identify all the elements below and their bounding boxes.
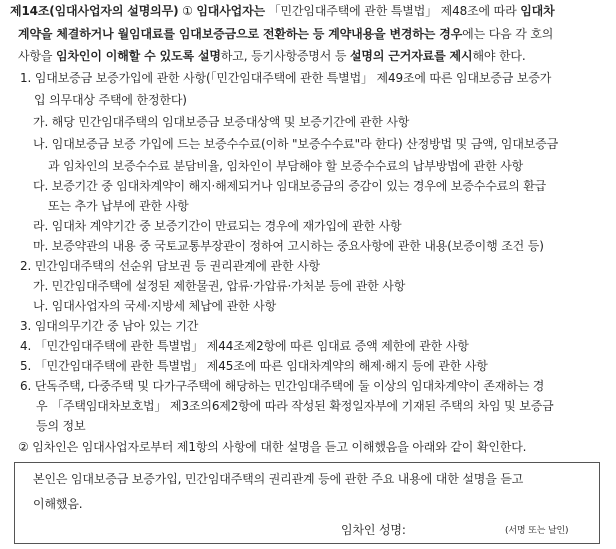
item-6-line-2: 우 「주택임대차보호법」 제3조의6제2항에 따라 작성된 확정일자부에 기재된 주택의 차임 및 보증금	[36, 399, 554, 413]
body-text: 하고, 등기사항증명서 등	[220, 49, 350, 63]
paragraph-1-line-2	[18, 25, 553, 43]
item-6-line-3: 등의 정보	[36, 419, 86, 433]
emphasis-text: 임차인이 이해할 수 있도록 설명	[56, 49, 221, 63]
item-1-ra: 라. 임대차 계약기간 중 보증기간이 만료되는 경우에 재가입에 관한 사항	[33, 219, 402, 233]
paragraph-1-line-1	[10, 2, 555, 20]
item-2-ga: 가. 민간임대주택에 설정된 제한물권, 압류·가압류·가처분 등에 관한 사항	[33, 279, 406, 293]
emphasis-text: 임대사업자는	[196, 4, 265, 18]
emphasis-text: 임대차	[520, 4, 555, 18]
item-1-da-line-1: 다. 보증기간 중 임대차계약이 해지·해제되거나 임대보증금의 증감이 있는 경우에 보증수수료의 환급	[33, 179, 547, 193]
item-1-da-line-2: 또는 추가 납부에 관한 사항	[48, 199, 189, 213]
emphasis-text: 설명의 근거자료를 제시	[349, 49, 473, 63]
article-heading: 제14조(임대사업자의 설명의무)	[10, 4, 179, 18]
item-1-ga: 가. 해당 민간임대주택의 임대보증금 보증대상액 및 보증기간에 관한 사항	[33, 115, 410, 129]
body-text: 「민간임대주택에 관한 특별법」 제48조에 따라	[265, 4, 521, 18]
item-1-na-line-1: 나. 임대보증금 보증 가입에 드는 보증수수료(이하 "보증수수료"라 한다) 산정방법 및 금액, 임대보증금	[33, 137, 559, 151]
item-3: 3. 임대의무기간 중 남아 있는 기간	[20, 319, 199, 333]
item-1-line-2: 입 의무대상 주택에 한정한다)	[34, 93, 187, 107]
confirm-text-line-2: 이해했음.	[33, 497, 83, 511]
item-1-na-line-2: 과 임차인의 보증수수료 분담비율, 임차인이 부담해야 할 보증수수료의 납부방법에 관한 사항	[48, 159, 524, 173]
item-6-line-1: 6. 단독주택, 다중주택 및 다가구주택에 해당하는 민간임대주택에 둘 이상의 임대차계약이 존재하는 경	[20, 379, 545, 393]
body-text: 사항을	[18, 49, 56, 63]
item-1-line-1: 1. 임대보증금 보증가입에 관한 사항(「민간임대주택에 관한 특별법」 제49조에 따른 임대보증금 보증가	[20, 71, 552, 85]
body-text: 해야 한다.	[472, 49, 526, 63]
emphasis-text: 계약을 체결하거나 월임대료를 임대보증금으로 전환하는 등 계약내용을 변경하는 경우	[18, 27, 463, 41]
confirm-text-line-1: 본인은 임대보증금 보증가입, 민간임대주택의 권리관계 등에 관한 주요 내용에 대한 설명을 듣고	[33, 472, 524, 486]
tenant-signature-label: 임차인 성명:	[341, 523, 406, 537]
item-1-ma: 마. 보증약관의 내용 중 국토교통부장관이 정하여 고시하는 중요사항에 관한 내용(보증이행 조건 등)	[33, 239, 544, 253]
item-2-na: 나. 임대사업자의 국세·지방세 체납에 관한 사항	[33, 299, 277, 313]
para-number: ①	[178, 4, 197, 18]
signature-hint: (서명 또는 날인)	[505, 526, 569, 536]
confirmation-box	[14, 462, 600, 544]
body-text: 에는 다음 각 호의	[462, 27, 554, 41]
paragraph-1-line-3	[18, 47, 526, 65]
paragraph-2: ② 임차인은 임대사업자로부터 제1항의 사항에 대한 설명을 듣고 이해했음을 아래와 같이 확인한다.	[18, 440, 527, 454]
item-2: 2. 민간임대주택의 선순위 담보권 등 권리관계에 관한 사항	[20, 259, 320, 273]
item-5: 5. 「민간임대주택에 관한 특별법」 제45조에 따른 임대차계약의 해제·해지 등에 관한 사항	[20, 359, 488, 373]
item-4: 4. 「민간임대주택에 관한 특별법」 제44조제2항에 따른 임대료 증액 제한에 관한 사항	[20, 339, 469, 353]
